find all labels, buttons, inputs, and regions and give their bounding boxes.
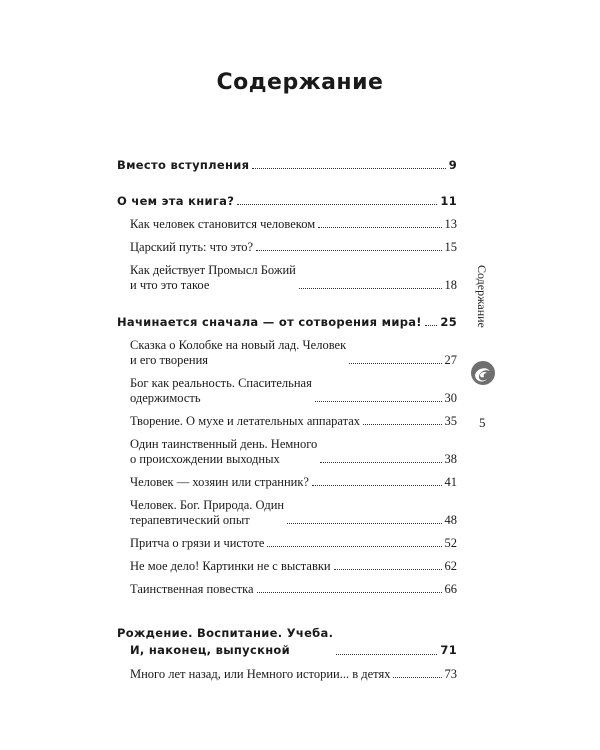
toc-entry-title: Творение. О мухе и летательных аппаратах [130, 414, 361, 428]
toc-leader-dots [315, 401, 442, 402]
toc-entry-line: И, наконец, выпускной [130, 643, 290, 657]
toc-entry-page: 41 [444, 475, 457, 489]
toc-entry-page: 52 [444, 536, 457, 550]
toc-leader-dots [267, 546, 441, 547]
toc-entry-title [117, 625, 333, 659]
toc-entry[interactable] [117, 536, 457, 551]
toc-entry-title: О чем эта книга? [117, 194, 235, 208]
toc-entry-page: 71 [440, 643, 457, 657]
toc-entry[interactable] [117, 475, 457, 490]
toc-entry-title [130, 498, 284, 528]
toc-entry-page: 73 [444, 667, 457, 681]
toc-entry[interactable] [117, 376, 457, 406]
toc-entry-section[interactable] [117, 625, 457, 659]
toc-entry-page: 38 [444, 452, 457, 466]
toc-entry[interactable] [117, 338, 457, 368]
toc-leader-dots [336, 654, 437, 655]
toc-leader-dots [363, 424, 441, 425]
toc-leader-dots [252, 168, 445, 169]
toc-entry-title: Начинается сначала — от сотворения мира! [117, 315, 422, 329]
toc-leader-dots [299, 288, 442, 289]
page-title: Содержание [216, 70, 384, 95]
toc-entry-line: и что это такое [130, 278, 210, 292]
toc-entry-title [130, 437, 317, 467]
toc-leader-dots [257, 592, 442, 593]
toc-entry[interactable] [117, 263, 457, 293]
toc-leader-dots [237, 204, 437, 205]
toc-leader-dots [256, 250, 441, 251]
toc-entry[interactable] [117, 414, 457, 429]
page-number: 5 [479, 415, 486, 430]
toc-entry[interactable] [117, 559, 457, 574]
toc-entry-page: 48 [444, 513, 457, 527]
toc-entry-title: Человек — хозяин или странник? [130, 475, 309, 489]
toc-leader-dots [320, 462, 441, 463]
toc-entry-title: Вместо вступления [117, 158, 250, 172]
swirl-emblem-icon [470, 360, 496, 386]
toc-leader-dots [334, 569, 442, 570]
toc-entry-title: Много лет назад, или Немного истории... в детях [130, 667, 391, 681]
toc-entry-line: Один таинственный день. Немного [130, 437, 318, 451]
toc-entry-line: Как действует Промысл Божий [130, 263, 296, 277]
toc-entry[interactable] [117, 240, 457, 255]
toc-leader-dots [349, 363, 441, 364]
toc-entry-page: 9 [448, 158, 457, 172]
toc-entry-line: терапевтический опыт [130, 513, 250, 527]
toc-entry-title: Царский путь: что это? [130, 240, 254, 254]
toc-entry-title: Притча о грязи и чистоте [130, 536, 265, 550]
toc-leader-dots [287, 523, 441, 524]
toc-leader-dots [318, 227, 441, 228]
toc-entry-line: Бог как реальность. Спасительная [130, 376, 312, 390]
toc-entry[interactable] [117, 582, 457, 597]
toc-leader-dots [312, 485, 442, 486]
toc-entry-section[interactable] [117, 315, 457, 330]
toc-entry-page: 35 [444, 414, 457, 428]
toc-entry-section[interactable] [117, 194, 457, 209]
toc-entry-line: о происхождении выходных [130, 452, 280, 466]
toc-entry-title [130, 263, 296, 293]
toc-entry-section[interactable] [117, 158, 457, 173]
toc-entry-title [130, 338, 346, 368]
toc-entry-line: одержимость [130, 391, 201, 405]
toc-entry-line: Человек. Бог. Природа. Один [130, 498, 285, 512]
toc-entry-line: и его творения [130, 353, 209, 367]
toc-entry-page: 27 [444, 353, 457, 367]
toc-entry-page: 11 [440, 194, 457, 208]
toc-entry[interactable] [117, 667, 457, 682]
toc-entry-title: Не мое дело! Картинки не с выставки [130, 559, 331, 573]
toc-entry[interactable] [117, 498, 457, 528]
toc-entry[interactable] [117, 437, 457, 467]
toc-entry-line: Рождение. Воспитание. Учеба. [117, 626, 334, 640]
toc-entry-page: 66 [444, 582, 457, 596]
toc-leader-dots [393, 677, 441, 678]
toc-entry-page: 62 [444, 559, 457, 573]
toc-entry-page: 25 [440, 315, 457, 329]
toc-entry-page: 15 [444, 240, 457, 254]
toc-entry[interactable] [117, 217, 457, 232]
table-of-contents [117, 150, 457, 682]
toc-leader-dots [425, 325, 438, 326]
running-title: Содержание [475, 265, 489, 328]
toc-entry-page: 18 [444, 278, 457, 292]
toc-entry-page: 13 [444, 217, 457, 231]
toc-entry-title: Как человек становится человеком [130, 217, 316, 231]
toc-entry-line: Сказка о Колобке на новый лад. Человек [130, 338, 347, 352]
toc-entry-title [130, 376, 312, 406]
toc-entry-page: 30 [444, 391, 457, 405]
toc-entry-title: Таинственная повестка [130, 582, 254, 596]
